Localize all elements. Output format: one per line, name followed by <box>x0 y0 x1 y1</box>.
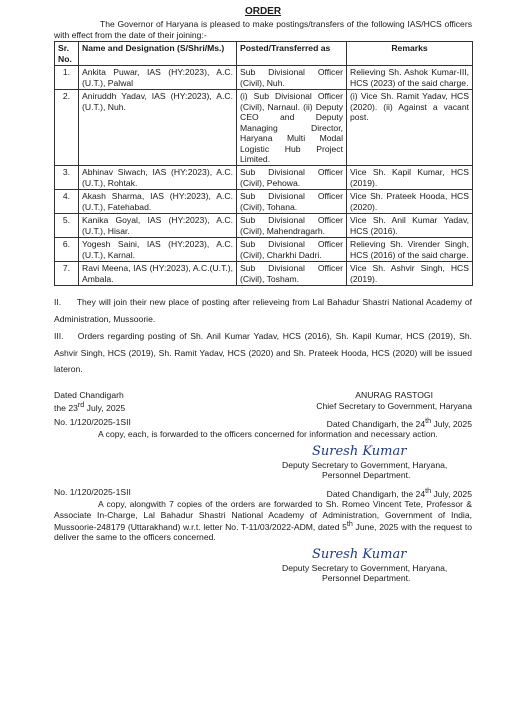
cell-sr-no: 7. <box>55 262 79 286</box>
paragraph-iii-text: Orders regarding posting of Sh. Anil Kumar Yadav, HCS (2016), Sh. Kapil Kumar, HCS (2019), Sh. Ashvir Singh, HCS (2019), Sh. Ramit Yadav, HCS (2020) and Sh. Prateek Hooda, HCS (2020) will be issued lateron. <box>54 330 472 375</box>
header-sr-no: Sr. No. <box>55 42 79 66</box>
cell-remarks: Vice Sh. Anil Kumar Yadav, HCS (2016). <box>347 214 473 238</box>
cell-remarks: Relieving Sh. Virender Singh, HCS (2016) of the said charge. <box>347 238 473 262</box>
cell-name: Ankita Puwar, IAS (HY:2023), A.C.(U.T.), Palwal <box>79 66 237 90</box>
cell-name: Kanika Goyal, IAS (HY:2023), A.C.(U.T.), Hisar. <box>79 214 237 238</box>
table-row <box>55 66 473 90</box>
cell-name: Aniruddh Yadav, IAS (HY:2023), A.C.(U.T.), Nuh. <box>79 90 237 166</box>
cell-posted: Sub Divisional Officer (Civil), Nuh. <box>237 66 347 90</box>
cell-remarks: Vice Sh. Kapil Kumar, HCS (2019). <box>347 166 473 190</box>
signatory-name: ANURAG RASTOGI <box>355 390 433 401</box>
paragraph-iii-number: III. <box>54 330 64 341</box>
table-row <box>55 262 473 286</box>
endorsement-1-header <box>54 417 472 429</box>
department-2: Personnel Department. <box>322 573 411 584</box>
cell-sr-no: 5. <box>55 214 79 238</box>
department-1: Personnel Department. <box>322 470 411 481</box>
cell-name: Akash Sharma, IAS (HY:2023), A.C.(U.T.), Fatehabad. <box>79 190 237 214</box>
header-remarks: Remarks <box>347 42 473 66</box>
cell-posted: (i) Sub Divisional Officer (Civil), Narnaul. (ii) Deputy CEO and Deputy Managing Director, Haryana Multi Modal Logistic Hub Project Limited. <box>237 90 347 166</box>
cell-remarks: Relieving Sh. Ashok Kumar-III, HCS (2023) of the said charge. <box>347 66 473 90</box>
table-row <box>55 214 473 238</box>
cell-remarks: Vice Sh. Prateek Hooda, HCS (2020). <box>347 190 473 214</box>
dated-place <box>54 390 125 413</box>
endorsement-2-date: Dated Chandigarh, the 24th July, 2025 <box>326 486 472 499</box>
paragraph-ii-text: They will join their new place of posting after relieveing from Lal Bahadur Shastri National Academy of Administration, Mussoorie. <box>54 297 472 325</box>
cell-sr-no: 4. <box>55 190 79 214</box>
paragraph-iii <box>54 328 472 378</box>
postings-table <box>54 41 473 286</box>
cell-posted: Sub Divisional Officer (Civil), Tosham. <box>237 262 347 286</box>
signature-block <box>54 390 472 413</box>
dated-line-2: the 23rd July, 2025 <box>54 400 126 413</box>
table-header-row <box>55 42 473 66</box>
table-row <box>55 90 473 166</box>
paragraph-ii <box>54 294 472 328</box>
header-posted-as: Posted/Transferred as <box>237 42 347 66</box>
cell-posted: Sub Divisional Officer (Civil), Mahendragarh. <box>237 214 347 238</box>
order-title: ORDER <box>244 6 282 17</box>
cell-name: Ravi Meena, IAS (HY:2023), A.C.(U.T.), Ambala. <box>79 262 237 286</box>
dated-line-1: Dated Chandigarh <box>54 390 124 401</box>
deputy-title-1: Deputy Secretary to Government, Haryana, <box>282 459 448 470</box>
table-row <box>55 166 473 190</box>
endorsement-1-date: Dated Chandigarh, the 24th July, 2025 <box>326 416 472 429</box>
cell-remarks: (i) Vice Sh. Ramit Yadav, HCS (2020). (ii) Against a vacant post. <box>347 90 473 166</box>
cell-name: Abhinav Siwach, IAS (HY:2023), A.C.(U.T.), Rohtak. <box>79 166 237 190</box>
endorsement-2-number: No. 1/120/2025-1SII <box>54 486 131 497</box>
signature-2: Suresh Kumar <box>312 546 407 562</box>
chief-secretary <box>316 390 472 413</box>
cell-sr-no: 3. <box>55 166 79 190</box>
header-name-designation: Name and Designation (S/Shri/Ms.) <box>79 42 237 66</box>
cell-sr-no: 1. <box>55 66 79 90</box>
cell-name: Yogesh Saini, IAS (HY:2023), A.C.(U.T.), Karnal. <box>79 238 237 262</box>
endorsement-1-text: A copy, each, is forwarded to the officers concerned for information and necessary action. <box>98 429 438 440</box>
endorsement-1-number: No. 1/120/2025-1SII <box>54 416 131 427</box>
cell-posted: Sub Divisional Officer (Civil), Pehowa. <box>237 166 347 190</box>
table-row <box>55 238 473 262</box>
table-row <box>55 190 473 214</box>
cell-remarks: Vice Sh. Ashvir Singh, HCS (2019). <box>347 262 473 286</box>
cell-sr-no: 2. <box>55 90 79 166</box>
signatory-title: Chief Secretary to Government, Haryana <box>316 400 472 411</box>
cell-sr-no: 6. <box>55 238 79 262</box>
paragraph-ii-number: II. <box>54 297 62 308</box>
endorsement-2-header <box>54 487 472 499</box>
signature-1: Suresh Kumar <box>312 443 407 459</box>
cell-posted: Sub Divisional Officer (Civil), Tohana. <box>237 190 347 214</box>
cell-posted: Sub Divisional Officer (Civil), Charkhi Dadri. <box>237 238 347 262</box>
intro-paragraph: The Governor of Haryana is pleased to make postings/transfers of the following IAS/HCS officers with effect from the date of their joining:- <box>54 19 472 40</box>
deputy-title-2: Deputy Secretary to Government, Haryana, <box>282 562 448 573</box>
endorsement-2-text: A copy, alongwith 7 copies of the orders are forwarded to Sh. Romeo Vincent Tete, Professor & Associate In-Charge, Lal Bahadur Shastri National Academy of Administration, Government of India, Mussoorie-248179 (Uttarakhand) w.r.t. letter No. T-11/03/2022-ADM, dated 5th June, 2025 with the request to deliver the same to the officers concerned. <box>54 499 472 543</box>
